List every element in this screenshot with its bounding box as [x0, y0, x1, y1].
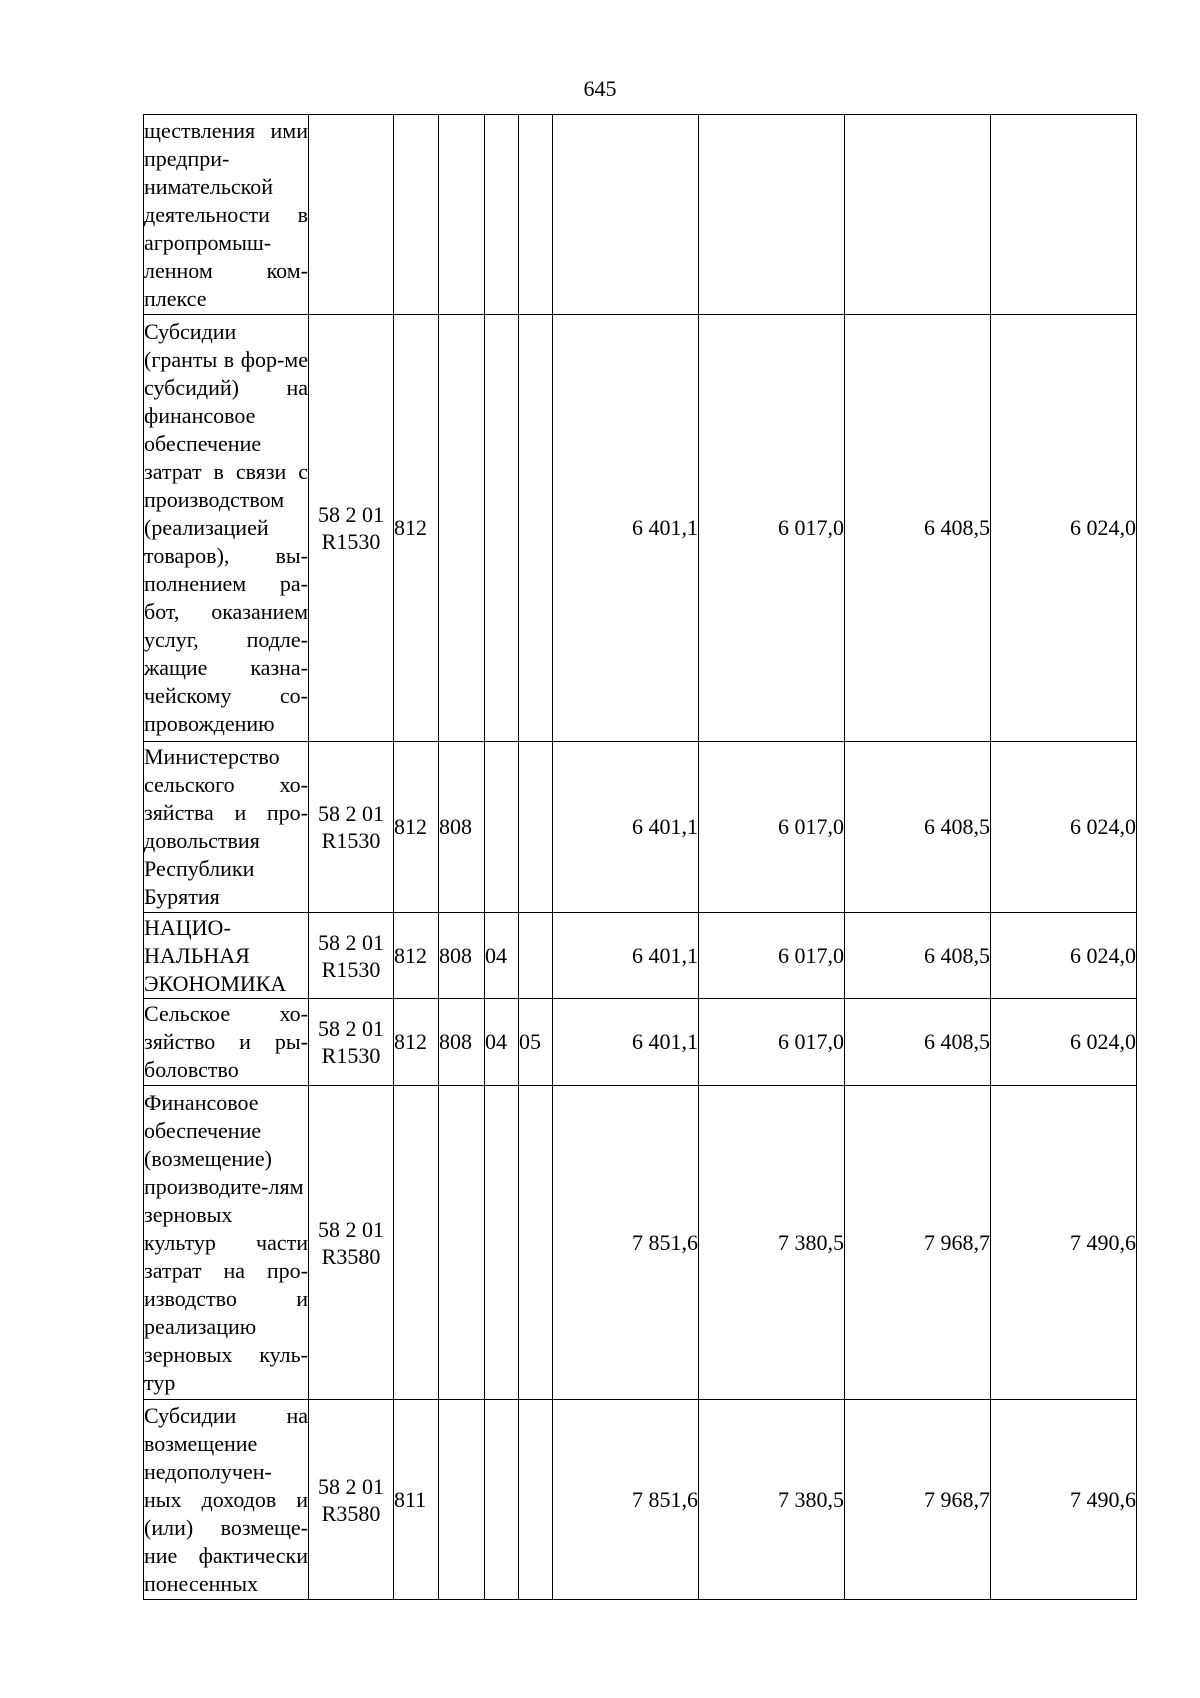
value-cell: 7 380,5 — [699, 1400, 845, 1600]
grbs-code — [439, 315, 485, 742]
table-row — [144, 115, 1137, 315]
value-cell: 6 017,0 — [699, 315, 845, 742]
csr-code: 58 2 01 R1530 — [309, 913, 394, 999]
table-row — [144, 1086, 1137, 1400]
value-cell: 6 024,0 — [991, 999, 1137, 1086]
value-cell: 6 017,0 — [699, 742, 845, 913]
value-cell — [699, 115, 845, 315]
row-name: Субсидии на возмещение недополучен-ных доходов и (или) возмеще-ние фактически понесенных — [144, 1400, 309, 1600]
value-cell: 6 017,0 — [699, 999, 845, 1086]
rz-code: 04 — [485, 999, 519, 1086]
value-cell: 6 024,0 — [991, 913, 1137, 999]
value-cell: 6 408,5 — [845, 742, 991, 913]
pr-code — [519, 115, 553, 315]
csr-code: 58 2 01 R1530 — [309, 999, 394, 1086]
pr-code — [519, 315, 553, 742]
csr-code: 58 2 01 R1530 — [309, 742, 394, 913]
value-cell: 7 851,6 — [553, 1400, 699, 1600]
value-cell: 6 024,0 — [991, 742, 1137, 913]
value-cell: 7 968,7 — [845, 1400, 991, 1600]
table-row — [144, 742, 1137, 913]
value-cell: 6 401,1 — [553, 913, 699, 999]
pr-code — [519, 742, 553, 913]
value-cell: 6 401,1 — [553, 999, 699, 1086]
grbs-code — [439, 1086, 485, 1400]
vr-code: 812 — [394, 315, 439, 742]
grbs-code — [439, 115, 485, 315]
pr-code — [519, 913, 553, 999]
vr-code — [394, 115, 439, 315]
grbs-code: 808 — [439, 742, 485, 913]
value-cell: 7 490,6 — [991, 1086, 1137, 1400]
value-cell: 6 024,0 — [991, 315, 1137, 742]
row-name: ществления ими предпри-нимательской деятельности в агропромыш-ленном ком-плексе — [144, 115, 309, 315]
row-name: Министерство сельского хо-зяйства и про-довольствия Республики Бурятия — [144, 742, 309, 913]
grbs-code — [439, 1400, 485, 1600]
value-cell: 6 017,0 — [699, 913, 845, 999]
table-row — [144, 315, 1137, 742]
budget-table — [143, 114, 1137, 1600]
csr-code: 58 2 01 R1530 — [309, 315, 394, 742]
rz-code — [485, 1400, 519, 1600]
value-cell: 7 851,6 — [553, 1086, 699, 1400]
value-cell — [991, 115, 1137, 315]
grbs-code: 808 — [439, 913, 485, 999]
csr-code: 58 2 01 R3580 — [309, 1086, 394, 1400]
rz-code — [485, 742, 519, 913]
vr-code: 812 — [394, 999, 439, 1086]
value-cell: 6 408,5 — [845, 913, 991, 999]
row-name: Финансовое обеспечение (возмещение) производите-лям зерновых культур части затрат на про-изводство и реализацию зерновых куль-тур — [144, 1086, 309, 1400]
vr-code: 811 — [394, 1400, 439, 1600]
csr-code — [309, 115, 394, 315]
row-name: Субсидии (гранты в фор-ме субсидий) на финансовое обеспечение затрат в связи с производством (реализацией товаров), вы-полнением ра-бот, оказанием услуг, подле-жащие казна-чейскому со-провождению — [144, 315, 309, 742]
value-cell — [845, 115, 991, 315]
table-row — [144, 999, 1137, 1086]
page-number: 645 — [583, 76, 617, 101]
pr-code — [519, 1400, 553, 1600]
value-cell: 6 408,5 — [845, 315, 991, 742]
table-row — [144, 1400, 1137, 1600]
rz-code — [485, 315, 519, 742]
value-cell: 6 401,1 — [553, 315, 699, 742]
pr-code: 05 — [519, 999, 553, 1086]
value-cell — [553, 115, 699, 315]
value-cell: 7 380,5 — [699, 1086, 845, 1400]
rz-code — [485, 1086, 519, 1400]
grbs-code: 808 — [439, 999, 485, 1086]
table-row — [144, 913, 1137, 999]
row-name: НАЦИО-НАЛЬНАЯ ЭКОНОМИКА — [144, 913, 309, 999]
value-cell: 6 408,5 — [845, 999, 991, 1086]
rz-code: 04 — [485, 913, 519, 999]
rz-code — [485, 115, 519, 315]
value-cell: 6 401,1 — [553, 742, 699, 913]
csr-code: 58 2 01 R3580 — [309, 1400, 394, 1600]
vr-code: 812 — [394, 913, 439, 999]
vr-code: 812 — [394, 742, 439, 913]
value-cell: 7 968,7 — [845, 1086, 991, 1400]
vr-code — [394, 1086, 439, 1400]
row-name: Сельское хо-зяйство и ры-боловство — [144, 999, 309, 1086]
value-cell: 7 490,6 — [991, 1400, 1137, 1600]
pr-code — [519, 1086, 553, 1400]
